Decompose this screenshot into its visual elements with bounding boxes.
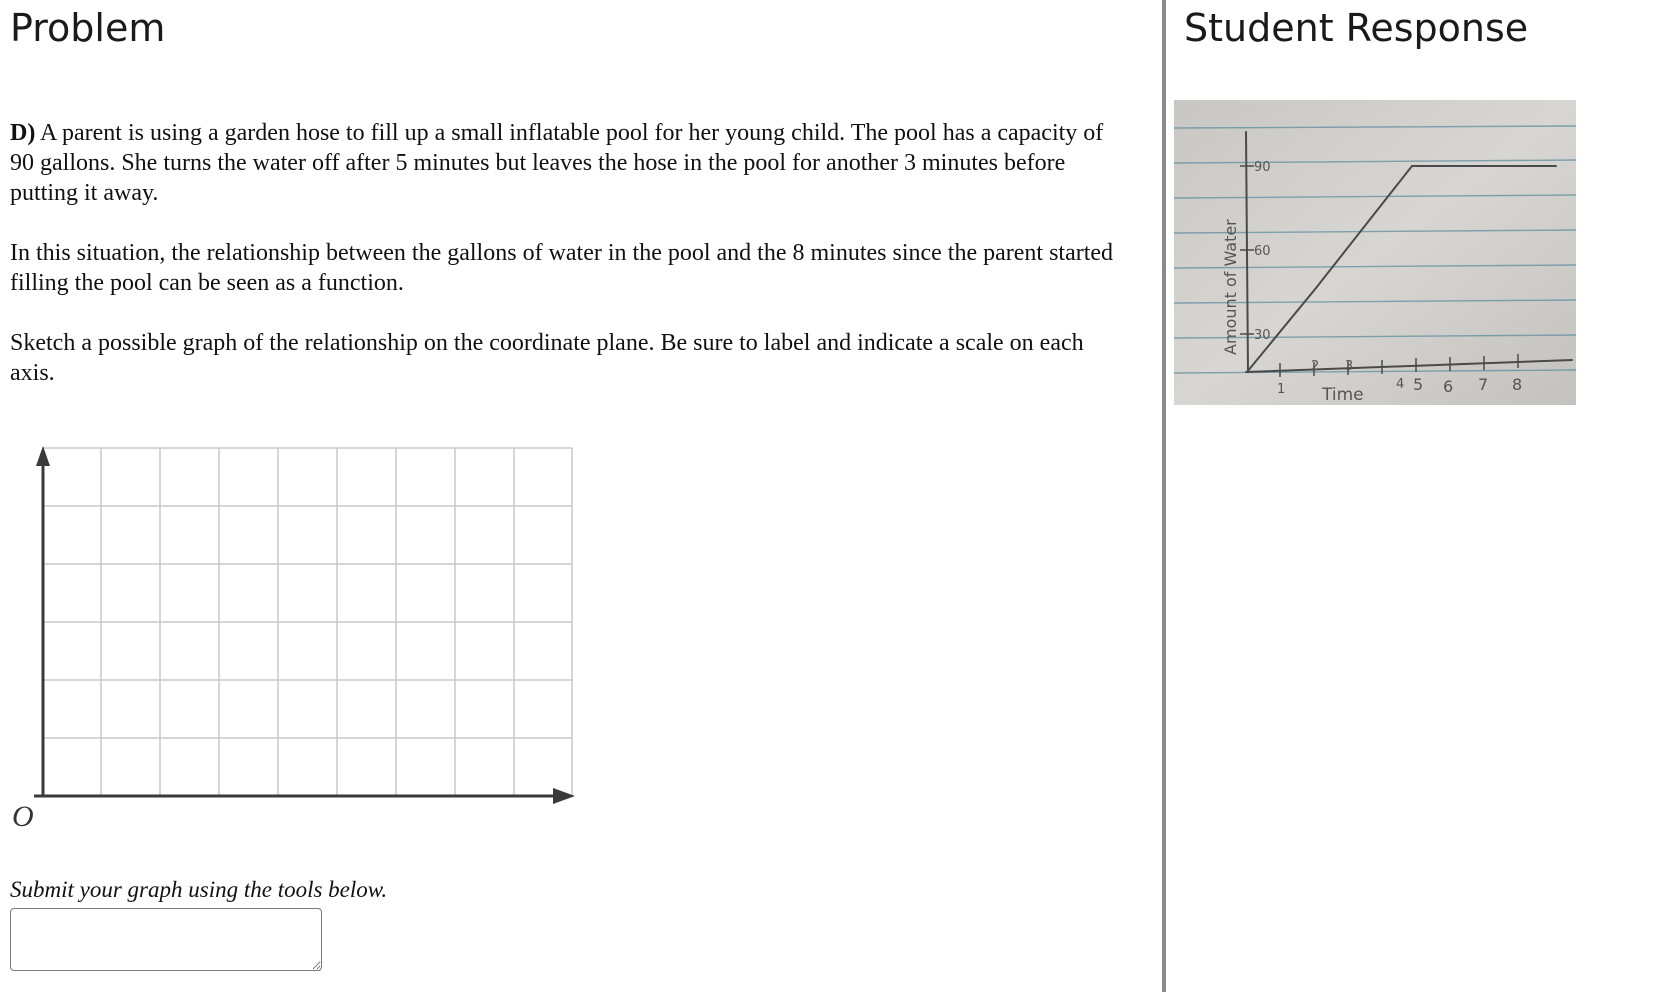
y-axis-arrow-icon	[36, 446, 50, 466]
problem-statement	[10, 118, 1120, 418]
svg-text:7: 7	[1478, 375, 1489, 394]
svg-text:60: 60	[1254, 244, 1271, 259]
svg-text:1: 1	[1277, 382, 1286, 397]
origin-label: O	[12, 800, 34, 830]
paragraph-1-text: A parent is using a garden hose to fill up a small inflatable pool for her young child. The pool has a capacity of 90 gallons. She turns the water off after 5 minutes but leaves the hose in the pool for another 3 minutes before putting it away.	[10, 120, 1104, 206]
student-graph-sketch	[1174, 100, 1576, 405]
grid-lines	[42, 448, 572, 796]
submit-instruction: Submit your graph using the tools below.	[10, 877, 388, 902]
answer-input[interactable]	[10, 908, 322, 971]
student-response-heading: Student Response	[1184, 6, 1529, 50]
svg-text:30: 30	[1254, 328, 1271, 343]
student-y-axis-label: Amount of Water	[1221, 219, 1240, 355]
svg-text:90: 90	[1254, 160, 1271, 175]
student-response-image	[1174, 100, 1576, 405]
problem-paragraph-2: In this situation, the relationship between the gallons of water in the pool and the 8 minutes since the parent started filling the pool can be seen as a function.	[10, 240, 1114, 296]
svg-text:8: 8	[1512, 375, 1523, 394]
student-response-panel	[1166, 0, 1656, 992]
coordinate-plane	[0, 440, 580, 830]
problem-paragraph-3: Sketch a possible graph of the relationship on the coordinate plane. Be sure to label and indicate a scale on each axis.	[10, 330, 1084, 386]
svg-text:2: 2	[1311, 359, 1320, 374]
svg-text:3: 3	[1345, 359, 1354, 374]
svg-text:4: 4	[1396, 377, 1405, 392]
part-label: D)	[10, 120, 36, 146]
problem-paragraph-1	[10, 118, 1120, 208]
student-x-axis-label: Time	[1322, 385, 1364, 405]
axes	[34, 446, 575, 804]
svg-text:6: 6	[1443, 377, 1454, 396]
svg-text:5: 5	[1413, 375, 1424, 394]
problem-heading: Problem	[10, 6, 166, 50]
